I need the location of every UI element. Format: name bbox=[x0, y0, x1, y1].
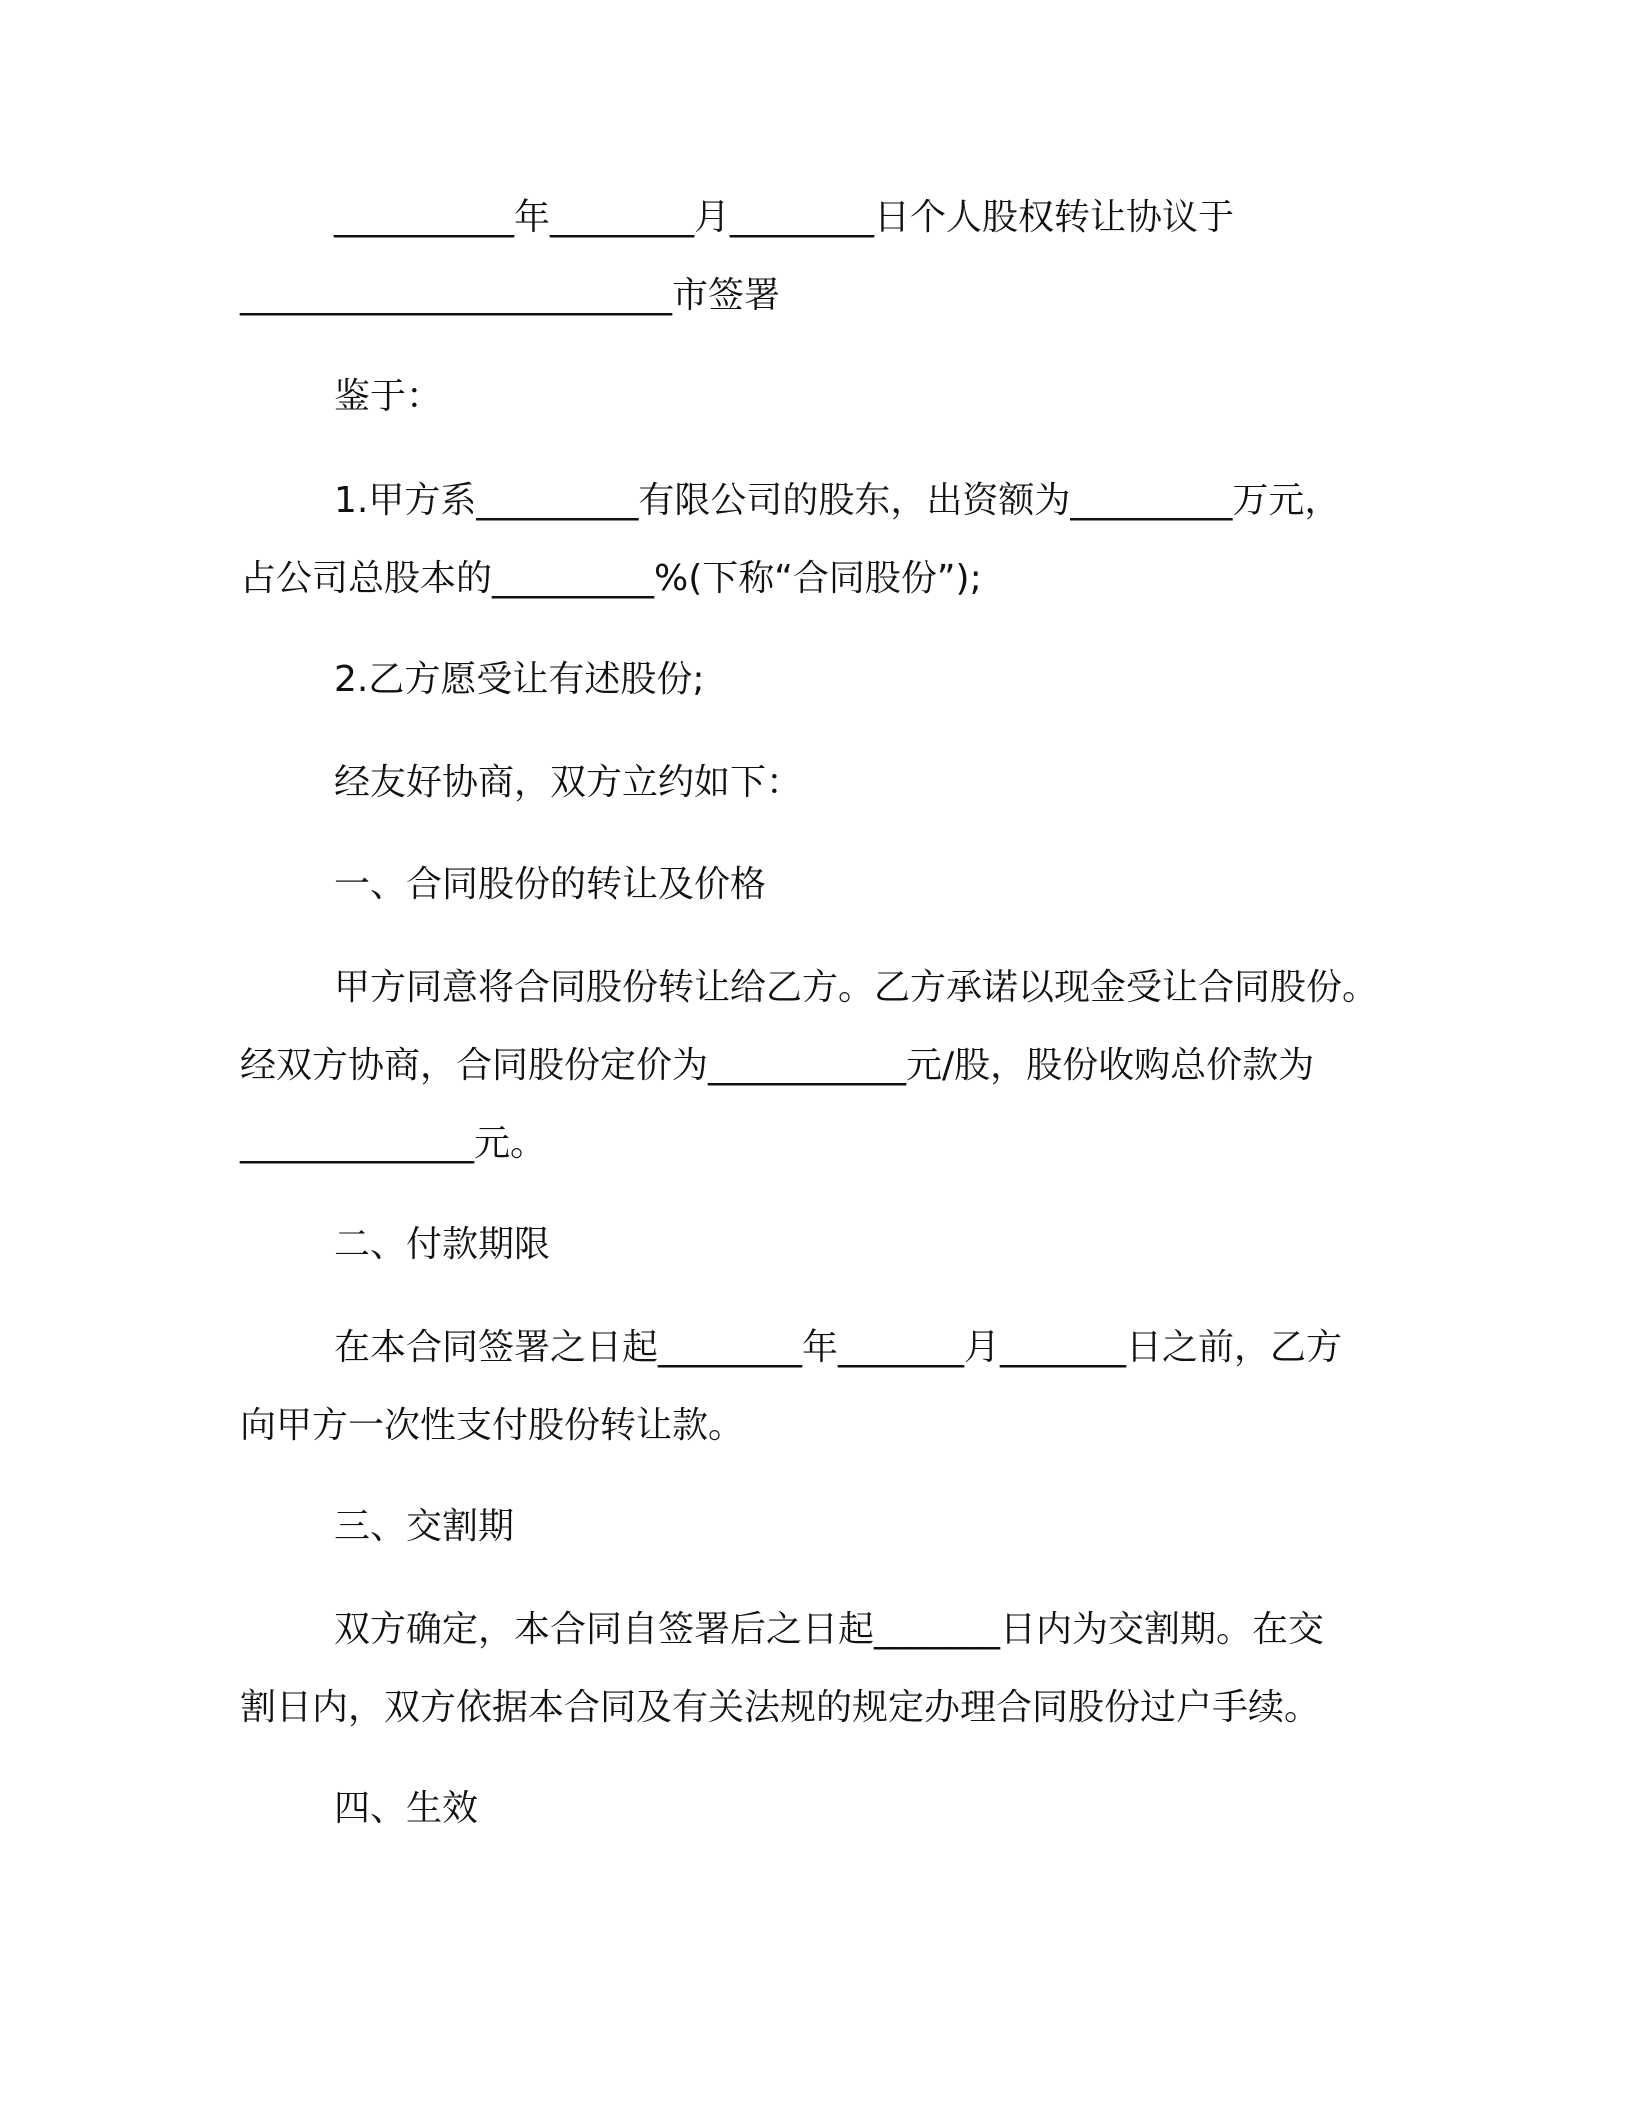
section-1-heading: 一、合同股份的转让及价格 bbox=[334, 864, 767, 905]
recital-1-line-1: 1.甲方系_________有限公司的股东，出资额为_________万元， bbox=[334, 480, 1341, 521]
section-4-heading: 四、生效 bbox=[334, 1788, 479, 1829]
section-3-heading: 三、交割期 bbox=[334, 1506, 515, 1547]
section-1-text-line-1: 甲方同意将合同股份转让给乙方。乙方承诺以现金受让合同股份。 bbox=[334, 967, 1379, 1008]
section-2-text-line-2: 向甲方一次性支付股份转让款。 bbox=[240, 1405, 745, 1446]
signing-date-line: __________年________月________日个人股权转让协议于 bbox=[334, 197, 1235, 238]
agreement-intro: 经友好协商，双方立约如下： bbox=[334, 762, 803, 803]
signing-place-line: ________________________市签署 bbox=[240, 275, 781, 316]
section-2-text-line-1: 在本合同签署之日起________年_______月_______日之前，乙方 bbox=[334, 1327, 1343, 1368]
section-3-text-line-1: 双方确定，本合同自签署后之日起_______日内为交割期。在交 bbox=[334, 1609, 1325, 1650]
section-2-heading: 二、付款期限 bbox=[334, 1224, 551, 1265]
section-3-text-line-2: 割日内，双方依据本合同及有关法规的规定办理合同股份过户手续。 bbox=[240, 1687, 1321, 1728]
recital-2: 2.乙方愿受让有述股份; bbox=[334, 659, 705, 700]
whereas-heading: 鉴于： bbox=[334, 376, 443, 417]
recital-1-line-2: 占公司总股本的_________%(下称“合同股份”); bbox=[240, 558, 982, 599]
section-1-text-line-2: 经双方协商，合同股份定价为___________元/股，股份收购总价款为 bbox=[240, 1045, 1315, 1086]
section-1-text-line-3: _____________元。 bbox=[240, 1123, 547, 1164]
